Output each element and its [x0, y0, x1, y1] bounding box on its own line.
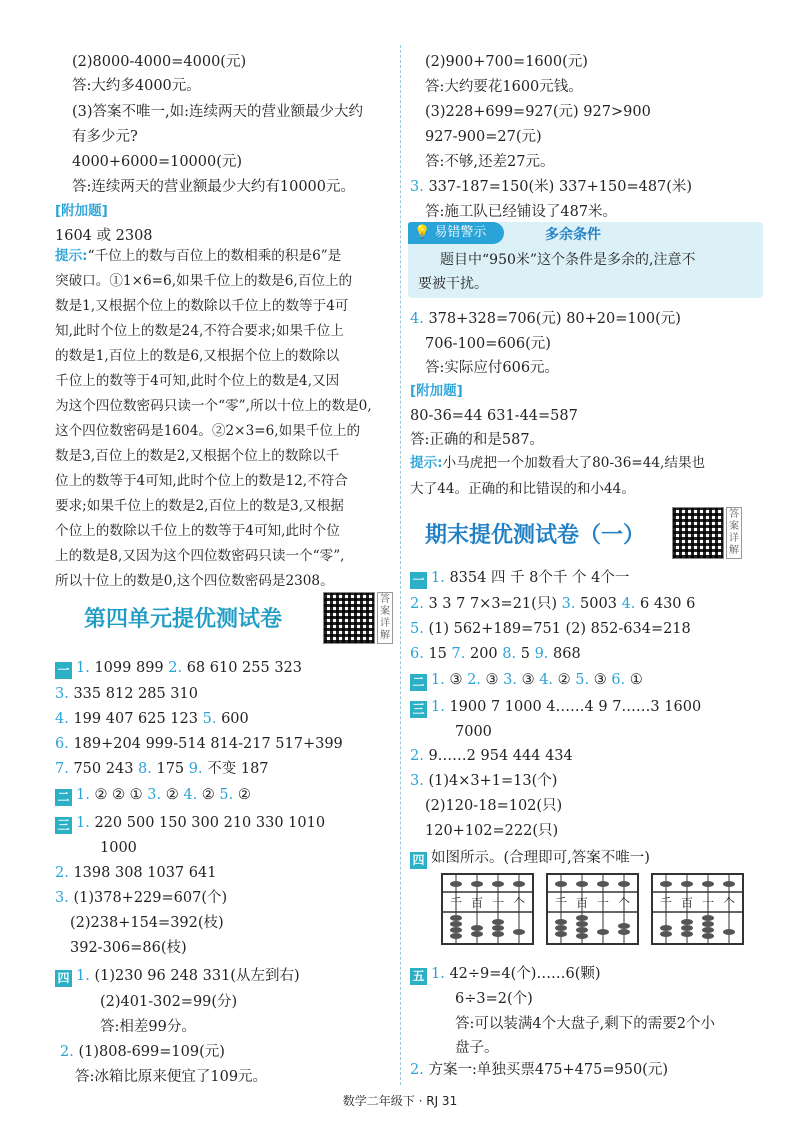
answer: 68 610 255 323: [186, 660, 303, 676]
section-box: 一: [55, 662, 72, 679]
answer: 42÷9=4(个)……6(颗): [449, 966, 601, 982]
qr-label: 答案详解: [377, 592, 393, 644]
answer: 6÷3=2(个): [455, 991, 533, 1007]
answer: 868: [553, 646, 581, 662]
hint-line: 的数是1,百位上的数是6,又根据个位上的数除以: [55, 348, 340, 364]
answer: 7000: [455, 724, 492, 740]
answer: 378+328=706(元) 80+20=100(元): [428, 311, 681, 327]
q-num: 1.: [431, 699, 445, 715]
warning-head-text: 易错警示: [434, 225, 487, 240]
answer: 600: [221, 711, 249, 727]
q-num: 2.: [55, 865, 69, 881]
answer: 3 3 7 7×3=21(只): [428, 596, 557, 612]
abacus-label: 个: [722, 896, 736, 910]
answer: 1099 899: [94, 660, 164, 676]
hint-line: 数是1,又根据个位上的数除以千位上的数等于4可: [55, 298, 349, 314]
answer: ③: [593, 672, 607, 688]
answer: 如图所示。(合理即可,答案不唯一): [431, 850, 650, 866]
answer: 15: [428, 646, 447, 662]
abacus-label: 十: [491, 896, 505, 910]
answer: 706-100=606(元): [425, 336, 551, 352]
abacus-label: 千: [449, 896, 463, 910]
q-num: 3.: [503, 672, 517, 688]
answer: 答:可以装满4个大盘子,剩下的需要2个小: [455, 1016, 715, 1032]
q-num: 1.: [431, 672, 445, 688]
abacus-2: [545, 870, 640, 948]
q-num: 2.: [467, 672, 481, 688]
q-num: 3.: [561, 596, 576, 612]
answer: 335 812 285 310: [73, 686, 198, 702]
hint-line: 大了44。正确的和比错误的和小44。: [410, 481, 635, 497]
line: (2)900+700=1600(元): [425, 54, 588, 70]
answer: (1)378+229=607(个): [73, 890, 228, 906]
q-num: 8.: [502, 646, 517, 662]
answer: 答:冰箱比原来便宜了109元。: [75, 1069, 268, 1085]
q-num: 9.: [188, 761, 203, 777]
answer: ②: [201, 787, 215, 803]
answer: ③: [485, 672, 499, 688]
hint-line: “千位上的数与百位上的数相乘的积是6”是: [87, 248, 342, 264]
q-num: 1.: [76, 660, 90, 676]
section-title: 第四单元提优测试卷: [84, 607, 283, 632]
q-num: 8.: [138, 761, 152, 777]
q-num: 5.: [410, 621, 424, 637]
hint-line: 突破口。①1×6=6,如果千位上的数是6,百位上的: [55, 273, 353, 289]
q-num: 6.: [410, 646, 424, 662]
qr-code-icon[interactable]: [672, 507, 724, 559]
answer: ② ② ①: [94, 787, 143, 803]
hint-line: 数是3,百位上的数是2,又根据个位上的数除以千: [55, 448, 340, 464]
hint-line: 小马虎把一个加数看大了80-36=44,结果也: [442, 455, 706, 471]
answer: 5: [520, 646, 530, 662]
section-box: 三: [55, 817, 72, 834]
q-num: 7.: [55, 761, 69, 777]
answer: 750 243: [73, 761, 134, 777]
section-box: 一: [410, 572, 427, 589]
answer: (2)401-302=99(分): [100, 994, 238, 1010]
extra-tag: [附加题]: [410, 383, 463, 399]
q-num: 1.: [431, 570, 445, 586]
abacus-label: 百: [680, 896, 694, 910]
q-num: 2.: [168, 660, 183, 676]
hint-line: 上的数是8,又因为这个四位数密码只读一个“零”,: [55, 548, 345, 564]
answer: 答:实际应付606元。: [425, 360, 560, 376]
q-num: 2.: [410, 748, 424, 764]
line: (2)8000-4000=4000(元): [72, 54, 247, 70]
line: 答:大约要花1600元钱。: [425, 79, 583, 95]
hint-line: 所以十位上的数是0,这个四位数密码是2308。: [55, 573, 334, 589]
q-num: 5.: [575, 672, 590, 688]
page-footer: 数学二年级下 · RJ 31: [342, 1094, 458, 1108]
answer: 5003: [580, 596, 617, 612]
section-box: 三: [410, 701, 427, 718]
q-num: 5.: [202, 711, 217, 727]
answer: 1000: [100, 840, 137, 856]
q-num: 3.: [410, 773, 424, 789]
abacus-label: 百: [470, 896, 484, 910]
answer: 1900 7 1000 4……4 9 7……3 1600: [449, 699, 702, 715]
answer: 337-187=150(米) 337+150=487(米): [428, 179, 693, 195]
answer: (1)4×3+1=13(个): [428, 773, 558, 789]
q-num: 3.: [147, 787, 162, 803]
answer: 答:相差99分。: [100, 1019, 196, 1035]
warning-line: 题目中“950米”这个条件是多余的,注意不: [440, 252, 696, 268]
hint-line: 这个四位数密码是1604。②2×3=6,如果千位上的: [55, 423, 361, 439]
q-num: 6.: [55, 736, 69, 752]
abacus-label: 个: [617, 896, 631, 910]
hint-line: 千位上的数等于4可知,此时个位上的数是4,又因: [55, 373, 340, 389]
answer: (2)120-18=102(只): [425, 798, 563, 814]
answer: ①: [629, 672, 643, 688]
q-num: 4.: [55, 711, 69, 727]
line: 有多少元?: [72, 129, 138, 145]
q-num: 3.: [410, 179, 424, 195]
answer: 不变 187: [207, 761, 269, 777]
hint-line: 要求;如果千位上的数是2,百位上的数是3,又根据: [55, 498, 344, 514]
q-num: 1.: [431, 966, 445, 982]
q-num: 6.: [611, 672, 626, 688]
answer: 1398 308 1037 641: [73, 865, 217, 881]
answer: ③: [449, 672, 463, 688]
answer: ③: [521, 672, 535, 688]
section-title: 期末提优测试卷（一）: [425, 523, 646, 548]
q-num: 1.: [76, 968, 90, 984]
answer: 6 430 6: [640, 596, 696, 612]
q-num: 2.: [60, 1044, 74, 1060]
abacus-3: [650, 870, 745, 948]
hint-line: 位上的数等于4可知,此时个位上的数是12,不符合: [55, 473, 348, 489]
q-num: 2.: [410, 1062, 424, 1078]
line: 4000+6000=10000(元): [72, 154, 243, 170]
hint-line: 知,此时个位上的数是24,不符合要求;如果千位上: [55, 323, 344, 339]
line: 答:不够,还差27元。: [425, 154, 555, 170]
answer: ②: [237, 787, 251, 803]
q-num: 4.: [539, 672, 554, 688]
answer: 392-306=86(枝): [70, 940, 187, 956]
answer: (1)230 96 248 331(从左到右): [94, 968, 300, 984]
q-num: 3.: [55, 686, 69, 702]
answer: 220 500 150 300 210 330 1010: [94, 815, 326, 831]
abacus-label: 千: [659, 896, 673, 910]
answer: 9……2 954 444 434: [428, 748, 573, 764]
answer: 答:施工队已经铺设了487米。: [425, 204, 618, 220]
line: 927-900=27(元): [425, 129, 542, 145]
q-num: 9.: [534, 646, 549, 662]
q-num: 1.: [76, 787, 90, 803]
line: 答:连续两天的营业额最少大约有10000元。: [72, 179, 356, 195]
section-box: 四: [410, 852, 427, 869]
section-box: 五: [410, 968, 427, 985]
extra-tag: [附加题]: [55, 203, 108, 219]
q-num: 7.: [451, 646, 466, 662]
answer: 8354 四 千 8个千 个 4个一: [449, 570, 630, 586]
extra-answer: 1604 或 2308: [55, 228, 153, 244]
hint-line: 为这个四位数密码只读一个“零”,所以十位上的数是0,: [55, 398, 372, 414]
warning-title: 多余条件: [545, 227, 601, 243]
line: (3)228+699=927(元) 927>900: [425, 104, 651, 120]
abacus-label: 千: [554, 896, 568, 910]
section-box: 二: [410, 674, 427, 691]
answer: 120+102=222(只): [425, 823, 559, 839]
q-num: 4.: [183, 787, 198, 803]
qr-label: 答案详解: [726, 507, 742, 559]
answer: 175: [156, 761, 185, 777]
hint-label: 提示:: [410, 455, 443, 471]
abacus-label: 百: [575, 896, 589, 910]
bulb-icon: 💡: [414, 225, 431, 240]
abacus-label: 个: [512, 896, 526, 910]
line: 答:大约多4000元。: [72, 78, 201, 94]
column-divider: [400, 45, 401, 1085]
qr-code-icon[interactable]: [323, 592, 375, 644]
answer: 盘子。: [455, 1040, 499, 1056]
section-box: 四: [55, 970, 72, 987]
q-num: 2.: [410, 596, 424, 612]
abacus-label: 十: [701, 896, 715, 910]
q-num: 5.: [219, 787, 234, 803]
abacus-1: [440, 870, 535, 948]
answer: 方案一:单独买票475+475=950(元): [428, 1062, 668, 1078]
answer: ②: [557, 672, 571, 688]
section-box: 二: [55, 789, 72, 806]
answer: 189+204 999-514 814-217 517+399: [73, 736, 343, 752]
answer: (1)808-699=109(元): [78, 1044, 225, 1060]
answer: 199 407 625 123: [73, 711, 198, 727]
hint-label: 提示:: [55, 248, 88, 264]
hint-line: 个位上的数除以千位上的数等于4可知,此时个位: [55, 523, 340, 539]
answer: 200: [469, 646, 498, 662]
warning-head: [408, 222, 504, 244]
abacus-label: 十: [596, 896, 610, 910]
q-num: 4.: [410, 311, 424, 327]
q-num: 4.: [621, 596, 636, 612]
answer: 答:正确的和是587。: [410, 432, 545, 448]
answer: (1) 562+189=751 (2) 852-634=218: [428, 621, 691, 637]
answer: 80-36=44 631-44=587: [410, 408, 578, 424]
answer: ②: [165, 787, 179, 803]
q-num: 3.: [55, 890, 69, 906]
warning-line: 要被干扰。: [418, 276, 488, 292]
answer: (2)238+154=392(枝): [70, 915, 224, 931]
line: (3)答案不唯一,如:连续两天的营业额最少大约: [72, 104, 364, 120]
q-num: 1.: [76, 815, 90, 831]
